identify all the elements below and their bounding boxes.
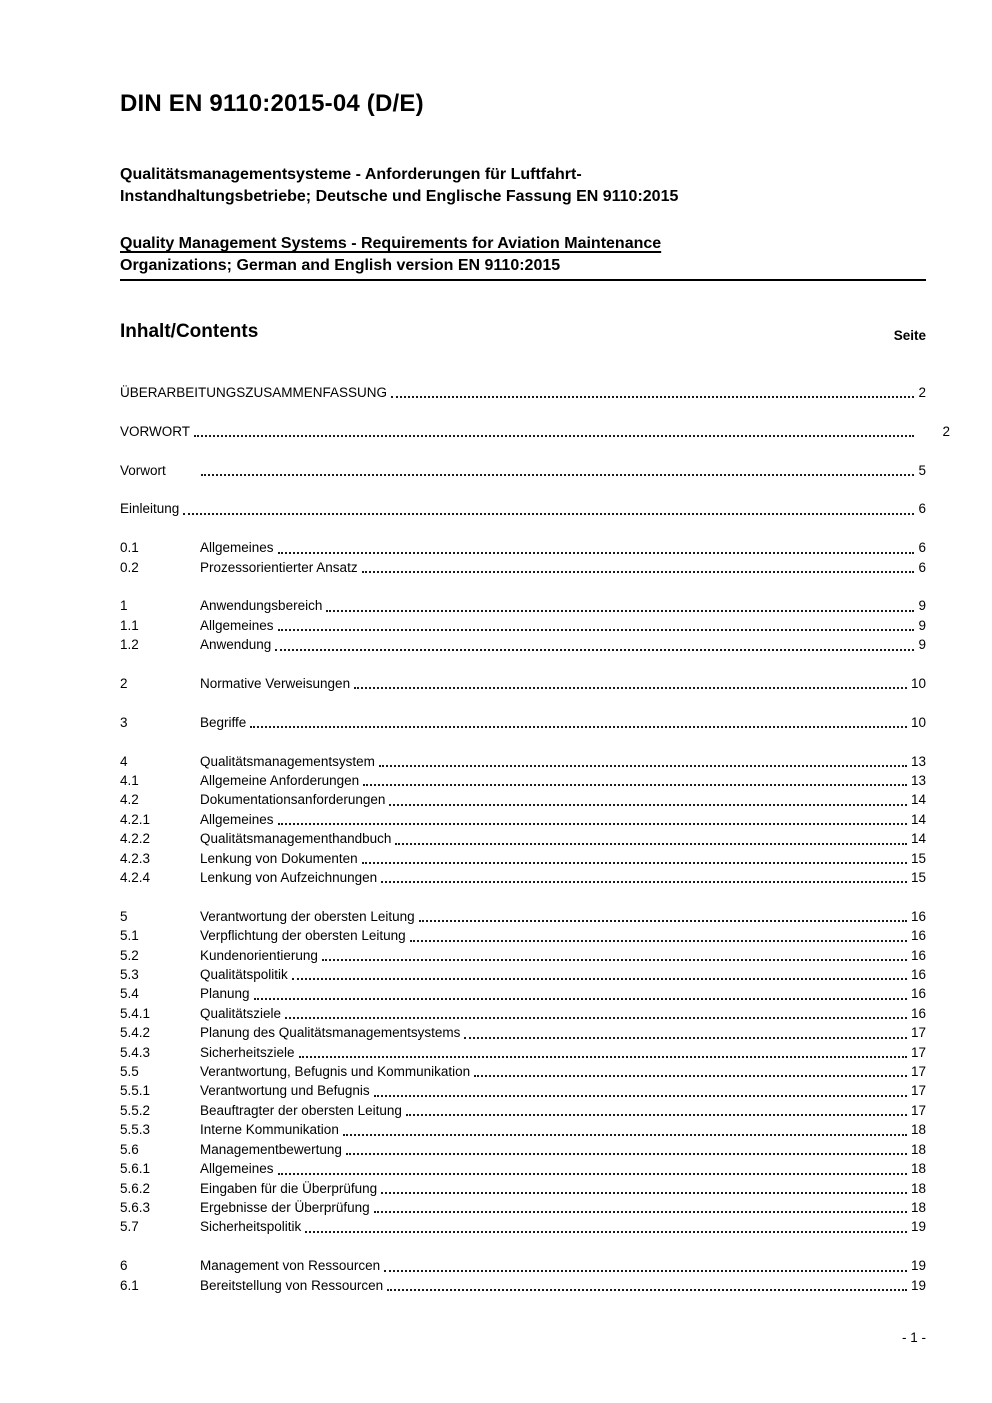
toc-entry-title: Ergebnisse der Überprüfung: [200, 1199, 370, 1215]
toc-entry-title: Lenkung von Aufzeichnungen: [200, 870, 378, 886]
toc-dot-leader: [374, 1198, 907, 1213]
toc-entry-title: Interne Kommunikation: [200, 1122, 339, 1138]
toc-dot-leader: [346, 1140, 907, 1155]
toc-entry-number: 2: [120, 676, 128, 691]
toc-entry-title: Beauftragter der obersten Leitung: [200, 1102, 402, 1118]
toc-entry-page: 18: [910, 1141, 926, 1157]
toc-entry-page: 16: [910, 986, 926, 1002]
toc-entry: [120, 810, 926, 829]
toc-entry-page: 9: [918, 598, 926, 614]
toc-dot-leader: [183, 499, 914, 514]
document-title: DIN EN 9110:2015-04 (D/E): [120, 90, 424, 117]
toc-entry-number: 1: [120, 598, 128, 614]
toc-entry-page: 6: [918, 501, 926, 517]
toc-entry: [120, 616, 926, 635]
toc-entry-title: Verantwortung, Befugnis und Kommunikation: [200, 1064, 471, 1080]
toc-entry-page: 16: [910, 947, 926, 963]
toc-entry: [120, 1140, 926, 1159]
subtitle-english: [120, 233, 926, 281]
toc-entry-title: Prozessorientierter Ansatz: [200, 559, 358, 575]
toc-entry-page: 5: [918, 462, 926, 478]
toc-entry-title: Qualitätspolitik: [200, 967, 288, 983]
subtitle-german: [120, 164, 926, 208]
toc-entry-title: Verantwortung und Befugnis: [200, 1083, 370, 1099]
toc-entry-title: Begriffe: [200, 714, 247, 730]
toc-header: [120, 321, 926, 343]
toc-entry: [120, 868, 926, 887]
toc-entry: [120, 1179, 926, 1198]
toc-group: [120, 907, 926, 1237]
toc-entry-page: 14: [910, 792, 926, 808]
toc-entry-title: Qualitätsmanagementhandbuch: [200, 831, 392, 847]
toc-entry: [120, 635, 926, 654]
toc-dot-leader: [278, 616, 915, 631]
toc-entry-number: 1.2: [120, 637, 139, 653]
toc-group: [120, 752, 926, 888]
toc-entry-number: 4.2: [120, 792, 139, 808]
toc-entry-page: 10: [910, 714, 926, 730]
toc-entry-number: 5.6.2: [120, 1180, 151, 1196]
toc-entry-page: 18: [910, 1180, 926, 1196]
toc-entry-number: 4.2.2: [120, 831, 151, 847]
toc-entry-title: Anwendung: [200, 637, 272, 653]
toc-entry: [120, 1217, 926, 1236]
toc-entry: [120, 383, 926, 402]
toc-dot-leader: [362, 558, 915, 573]
toc-entry-page: 14: [910, 811, 926, 827]
toc-dot-leader: [278, 1159, 907, 1174]
toc-entry-page: 17: [910, 1064, 926, 1080]
toc-entry-number: 3: [120, 714, 128, 730]
toc-entry-page: 17: [910, 1044, 926, 1060]
toc-entry: [120, 674, 926, 693]
toc-entry-page: 16: [910, 967, 926, 983]
toc-entry-number: 4.2.3: [120, 850, 151, 866]
toc-entry-page: 19: [910, 1219, 926, 1235]
toc-entry-title: VORWORT: [120, 423, 191, 439]
toc-entry-title: Bereitstellung von Ressourcen: [200, 1277, 384, 1293]
toc-entry-number: 5.4.2: [120, 1025, 151, 1041]
toc-group: [120, 713, 926, 732]
toc-entry-page: 9: [918, 637, 926, 653]
toc-entry: [120, 499, 926, 518]
toc-entry-number: 5.4.1: [120, 1005, 151, 1021]
toc-entry-title: Dokumentationsanforderungen: [200, 792, 386, 808]
toc-entry-page: 18: [910, 1199, 926, 1215]
toc-entry-title: Allgemeines: [200, 617, 274, 633]
toc-entry: [120, 771, 926, 790]
toc-dot-leader: [278, 810, 907, 825]
toc-entry-title: Sicherheitsziele: [200, 1044, 295, 1060]
toc-entry: [120, 1159, 926, 1178]
toc-entry-page: 9: [918, 617, 926, 633]
toc-group: [120, 538, 926, 577]
toc-entry: [120, 984, 926, 1003]
toc-entry: [120, 849, 926, 868]
toc-dot-leader: [474, 1062, 907, 1077]
toc-entry-number: 4.1: [120, 773, 139, 788]
toc-dot-leader: [285, 1004, 907, 1019]
toc-dot-leader: [374, 1081, 907, 1096]
toc-entry-number: 5.7: [120, 1219, 139, 1235]
toc-entry-page: 16: [910, 908, 926, 924]
toc-entry-page: 15: [910, 850, 926, 866]
toc-entry: [120, 538, 926, 557]
toc-dot-leader: [410, 926, 907, 941]
toc-dot-leader: [384, 1256, 907, 1271]
toc-entry-number: 0.1: [120, 540, 139, 556]
page-column-label: Seite: [893, 328, 926, 343]
toc-entry-page: 13: [910, 753, 926, 769]
toc-entry: [120, 790, 926, 809]
toc-entry-page: 19: [910, 1277, 926, 1293]
toc-dot-leader: [379, 752, 907, 767]
toc-entry-title: Allgemeines: [200, 811, 274, 827]
toc-entry-title: ÜBERARBEITUNGSZUSAMMENFASSUNG: [120, 385, 388, 400]
toc-entry-number: 5.6: [120, 1141, 139, 1157]
toc-dot-leader: [201, 461, 914, 476]
toc-entry-page: 17: [910, 1102, 926, 1118]
toc-group: [120, 596, 926, 654]
toc-group: [120, 422, 950, 441]
toc-entry: [120, 926, 926, 945]
toc-entry: [120, 1276, 926, 1295]
toc-entry: [120, 1256, 926, 1275]
toc-dot-leader: [254, 984, 907, 999]
toc-dot-leader: [343, 1120, 907, 1135]
toc-entry: [120, 1120, 926, 1139]
toc-entry: [120, 1004, 926, 1023]
toc-entry-page: 18: [910, 1122, 926, 1138]
toc-group: [120, 383, 926, 402]
toc-dot-leader: [299, 1043, 907, 1058]
toc-dot-leader: [419, 907, 907, 922]
toc-entry-page: 2: [918, 385, 926, 400]
toc-entry-page: 2: [942, 423, 950, 439]
toc-entry: [120, 907, 926, 926]
toc-group: [120, 461, 926, 480]
subtitle-german-line-1: Qualitätsmanagementsysteme - Anforderungen für Luftfahrt-: [120, 166, 582, 183]
toc-entry-number: 5.5.2: [120, 1102, 151, 1118]
toc-entry-number: 5.3: [120, 967, 139, 983]
toc-entry-page: 15: [910, 870, 926, 886]
toc-entry-number: 4.2.1: [120, 811, 151, 827]
toc-entry-number: 4.2.4: [120, 870, 151, 886]
toc: [120, 383, 950, 1295]
toc-dot-leader: [395, 829, 907, 844]
subtitle-german-line-2: Instandhaltungsbetriebe; Deutsche und Englische Fassung EN 9110:2015: [120, 188, 679, 205]
toc-entry-number: 5: [120, 908, 128, 924]
toc-dot-leader: [194, 422, 914, 437]
toc-entry: [120, 1081, 926, 1100]
toc-entry-number: 6.1: [120, 1277, 139, 1293]
toc-entry-title: Allgemeines: [200, 540, 274, 556]
toc-entry: [120, 1062, 926, 1081]
toc-entry-title: Management von Ressourcen: [200, 1258, 381, 1274]
toc-entry-page: 16: [910, 1005, 926, 1021]
toc-entry-page: 6: [918, 559, 926, 575]
toc-entry: [120, 596, 926, 615]
toc-entry-page: 16: [910, 928, 926, 944]
toc-entry-title: Qualitätsziele: [200, 1005, 282, 1021]
toc-entry: [120, 713, 926, 732]
toc-entry-number: 5.5.1: [120, 1083, 151, 1099]
toc-dot-leader: [278, 538, 915, 553]
toc-dot-leader: [381, 868, 907, 883]
toc-entry-title: Vorwort: [120, 462, 166, 478]
toc-entry-page: 17: [910, 1025, 926, 1041]
toc-dot-leader: [250, 713, 907, 728]
toc-entry-title: Planung des Qualitätsmanagementsystems: [200, 1025, 461, 1041]
toc-entry: [120, 1043, 926, 1062]
toc-entry-number: 5.1: [120, 928, 139, 944]
toc-entry-number: 5.6.1: [120, 1161, 151, 1177]
toc-entry-title: Kundenorientierung: [200, 947, 318, 963]
toc-entry: [120, 461, 926, 480]
toc-group: [120, 674, 926, 693]
toc-entry: [120, 1023, 926, 1042]
toc-entry-number: 5.5.3: [120, 1122, 151, 1138]
toc-dot-leader: [406, 1101, 907, 1116]
toc-dot-leader: [305, 1217, 907, 1232]
toc-entry-title: Sicherheitspolitik: [200, 1219, 302, 1235]
toc-entry-page: 10: [910, 676, 926, 691]
toc-entry-page: 6: [918, 540, 926, 556]
document-page: [120, 0, 950, 1295]
toc-entry-number: 1.1: [120, 617, 139, 633]
page-number-footer: - 1 -: [901, 1330, 926, 1345]
toc-dot-leader: [275, 635, 914, 650]
subtitle-english-line-1: Quality Management Systems - Requirements for Aviation Maintenance: [120, 235, 662, 252]
toc-entry-title: Qualitätsmanagementsystem: [200, 753, 375, 769]
toc-entry-title: Eingaben für die Überprüfung: [200, 1180, 378, 1196]
toc-dot-leader: [322, 946, 907, 961]
toc-entry: [120, 1198, 926, 1217]
toc-entry: [120, 752, 926, 771]
toc-group: [120, 1256, 926, 1295]
toc-entry-number: 6: [120, 1258, 128, 1274]
toc-entry-page: 13: [910, 773, 926, 788]
toc-dot-leader: [354, 674, 907, 689]
toc-heading: Inhalt/Contents: [120, 321, 259, 342]
toc-dot-leader: [464, 1023, 907, 1038]
toc-entry: [120, 965, 926, 984]
toc-entry-title: Planung: [200, 986, 250, 1002]
toc-entry-number: 4: [120, 753, 128, 769]
toc-dot-leader: [363, 771, 907, 786]
toc-dot-leader: [362, 849, 907, 864]
toc-entry: [120, 829, 926, 848]
toc-entry: [120, 1101, 926, 1120]
toc-dot-leader: [381, 1179, 907, 1194]
toc-entry-number: 0.2: [120, 559, 139, 575]
toc-entry-title: Verpflichtung der obersten Leitung: [200, 928, 406, 944]
toc-entry-number: 5.4: [120, 986, 139, 1002]
toc-dot-leader: [389, 790, 907, 805]
toc-entry-title: Managementbewertung: [200, 1141, 342, 1157]
toc-entry-page: 17: [910, 1083, 926, 1099]
toc-entry-title: Allgemeine Anforderungen: [200, 773, 360, 788]
toc-entry-page: 14: [910, 831, 926, 847]
toc-entry-page: 19: [910, 1258, 926, 1274]
toc-dot-leader: [387, 1276, 907, 1291]
toc-entry: [120, 558, 926, 577]
toc-entry-title: Anwendungsbereich: [200, 598, 323, 614]
toc-entry-number: 5.6.3: [120, 1199, 151, 1215]
toc-entry-number: 5.5: [120, 1064, 139, 1080]
toc-dot-leader: [326, 596, 914, 611]
toc-dot-leader: [391, 383, 914, 398]
toc-entry: [120, 422, 950, 441]
toc-entry-title: Einleitung: [120, 501, 180, 517]
subtitle-english-line-2: Organizations; German and English version EN 9110:2015: [120, 257, 561, 274]
toc-entry-title: Allgemeines: [200, 1161, 274, 1177]
toc-entry-number: 5.2: [120, 947, 139, 963]
toc-entry-title: Normative Verweisungen: [200, 676, 351, 691]
toc-dot-leader: [292, 965, 907, 980]
toc-entry-page: 18: [910, 1161, 926, 1177]
toc-entry-title: Verantwortung der obersten Leitung: [200, 908, 415, 924]
toc-group: [120, 499, 926, 518]
toc-entry-title: Lenkung von Dokumenten: [200, 850, 358, 866]
toc-entry-number: 5.4.3: [120, 1044, 151, 1060]
toc-entry: [120, 946, 926, 965]
